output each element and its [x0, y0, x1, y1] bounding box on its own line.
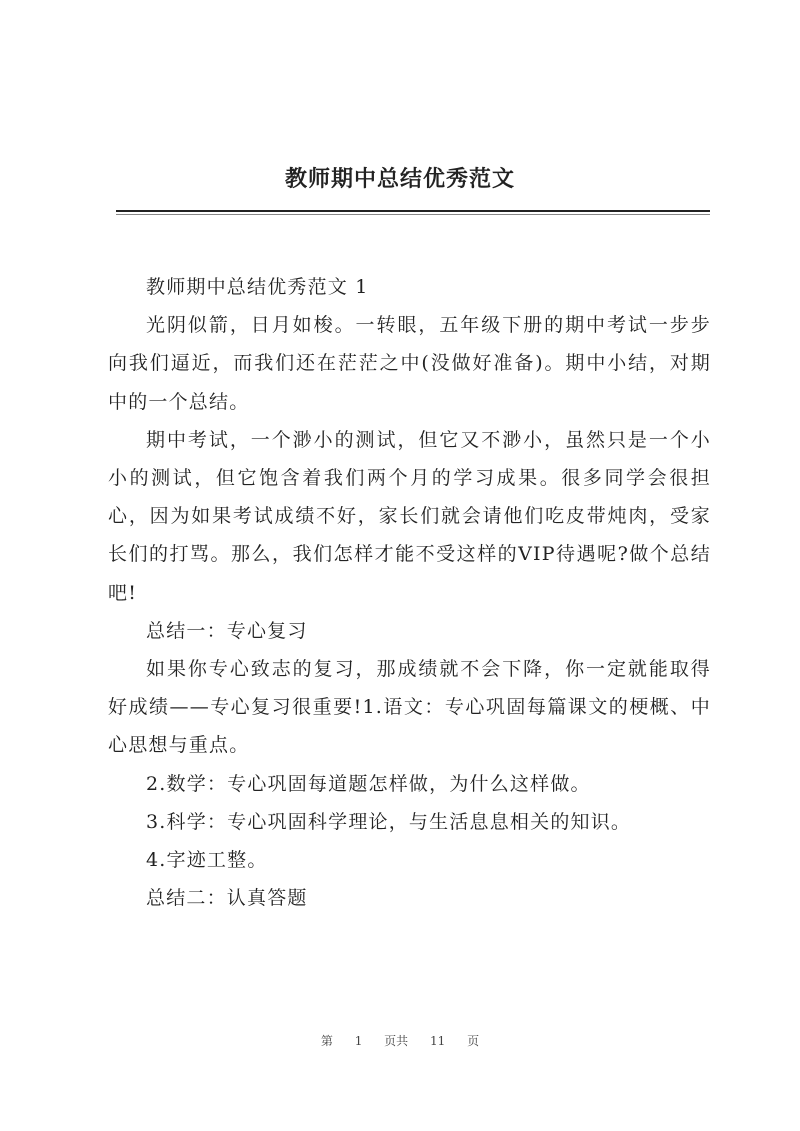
page-footer [0, 1032, 800, 1049]
subheading: 总结二：认真答题 [146, 887, 308, 910]
document-body [108, 268, 711, 917]
section-heading: 教师期中总结优秀范文 1 [146, 276, 369, 298]
list-item: 2.数学：专心巩固每道题怎样做，为什么这样做。 [146, 772, 591, 795]
page-suffix: 页 [467, 1034, 480, 1048]
list-item: 3.科学：专心巩固科学理论，与生活息息相关的知识。 [146, 810, 632, 833]
page-total: 11 [430, 1034, 446, 1048]
page-number: 1 [354, 1034, 363, 1048]
title-divider [116, 210, 710, 212]
paragraph: 如果你专心致志的复习，那成绩就不会下降，你一定就能取得好成绩——专心复习很重要!1.语文：专心巩固每篇课文的梗概、中心思想与重点。 [108, 658, 711, 757]
list-item: 4.字迹工整。 [146, 849, 268, 872]
paragraph: 光阴似箭，日月如梭。一转眼，五年级下册的期中考试一步步向我们逼近，而我们还在茫茫之中(没做好准备)。期中小结，对期中的一个总结。 [108, 314, 711, 413]
paragraph: 期中考试，一个渺小的测试，但它又不渺小，虽然只是一个小小的测试，但它饱含着我们两个月的学习成果。很多同学会很担心，因为如果考试成绩不好，家长们就会请他们吃皮带炖肉，受家长们的打骂。那么，我们怎样才能不受这样的VIP待遇呢?做个总结吧! [108, 428, 711, 604]
document-title: 教师期中总结优秀范文 [284, 166, 515, 192]
subheading: 总结一：专心复习 [146, 619, 308, 642]
title-divider-thin [116, 214, 710, 215]
page-mid: 页共 [384, 1034, 409, 1048]
page-prefix: 第 [320, 1034, 333, 1048]
